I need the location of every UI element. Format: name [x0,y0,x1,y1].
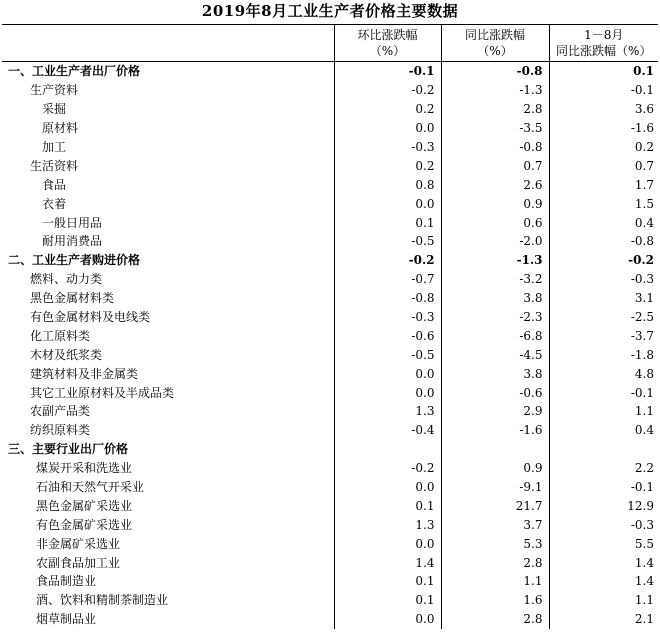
value-yoy: 0.7 [441,156,549,175]
header-mom [334,25,441,62]
row-label: 一般日用品 [42,215,103,230]
row-label: 生活资料 [30,158,79,173]
value-yoy: 2.8 [441,610,549,629]
value-ytd: -0.3 [549,515,658,534]
header-ytd-line1: 1－8月 [584,28,624,42]
row-label: 木材及纸浆类 [30,347,103,362]
value-ytd: 0.2 [549,138,658,157]
table-row [2,345,658,364]
value-ytd: 4.8 [549,364,658,383]
table-row [2,213,658,232]
table-title: 2019年8月工业生产者价格主要数据 [201,2,459,20]
value-mom: 0.1 [334,572,441,591]
value-ytd: 1.4 [549,572,658,591]
table-row [2,496,658,515]
value-yoy: -2.0 [441,232,549,251]
value-mom: -0.4 [334,421,441,440]
row-label: 纺织原料类 [30,423,91,438]
table-header [2,25,658,62]
value-ytd: 1.5 [549,194,658,213]
row-label: 其它工业原材料及半成品类 [30,385,175,400]
table-row [2,459,658,478]
row-label: 农副食品加工业 [36,555,121,570]
value-yoy: 2.8 [441,553,549,572]
value-ytd: -1.8 [549,345,658,364]
value-ytd: -1.6 [549,119,658,138]
value-ytd: 2.1 [549,610,658,629]
value-ytd: -0.1 [549,81,658,100]
header-yoy [441,25,549,62]
value-yoy: 0.9 [441,194,549,213]
row-label: 农副产品类 [30,404,91,419]
table-row [2,308,658,327]
table-row [2,515,658,534]
row-label: 衣着 [42,196,67,211]
value-ytd: 0.1 [549,62,658,81]
value-ytd: 3.1 [549,289,658,308]
value-ytd: 0.4 [549,421,658,440]
row-label: 原材料 [42,121,79,136]
row-label: 黑色金属矿采选业 [36,498,133,513]
value-mom: 0.0 [334,534,441,553]
value-mom: -0.2 [334,81,441,100]
value-yoy: -0.8 [441,138,549,157]
value-yoy: 2.6 [441,175,549,194]
row-label: 烟草制品业 [36,612,97,627]
value-mom: 1.3 [334,515,441,534]
value-mom: 0.1 [334,496,441,515]
value-yoy: -9.1 [441,478,549,497]
table-row [2,289,658,308]
table-row [2,553,658,572]
value-mom: -0.2 [334,459,441,478]
row-label: 化工原料类 [30,328,91,343]
table-row [2,610,658,629]
table-row [2,270,658,289]
value-mom: 0.1 [334,591,441,610]
row-label: 食品 [42,177,67,192]
table-row [2,421,658,440]
value-ytd [549,440,658,459]
value-yoy: 0.6 [441,213,549,232]
row-label: 有色金属矿采选业 [36,517,133,532]
row-label: 加工 [42,140,67,154]
value-ytd: -0.2 [549,251,658,270]
row-label: 石油和天然气开采业 [36,480,145,495]
value-ytd: 12.9 [549,496,658,515]
value-yoy: 1.1 [441,572,549,591]
table-row [2,383,658,402]
value-ytd: -0.1 [549,478,658,497]
table-row [2,534,658,553]
table-body [2,62,658,629]
value-yoy: -3.2 [441,270,549,289]
value-mom: 0.0 [334,194,441,213]
value-ytd: 2.2 [549,459,658,478]
header-mom-line2: （%） [369,44,406,58]
table-row [2,402,658,421]
value-ytd: -2.5 [549,308,658,327]
value-yoy [441,440,549,459]
table-row [2,138,658,157]
row-label: 食品制造业 [36,574,97,589]
value-mom: 1.4 [334,553,441,572]
value-ytd: -0.1 [549,383,658,402]
table-row [2,175,658,194]
header-blank-cell [2,25,334,62]
value-ytd: -0.8 [549,232,658,251]
row-label: 煤炭开采和洗选业 [36,461,133,476]
row-label: 非金属矿采选业 [36,536,121,551]
table-row [2,156,658,175]
value-yoy: -3.5 [441,119,549,138]
header-mom-line1: 环比涨跌幅 [357,28,418,42]
value-mom: -0.6 [334,326,441,345]
row-label: 酒、饮料和精制茶制造业 [36,593,169,608]
value-ytd: 1.1 [549,591,658,610]
value-ytd: 1.4 [549,553,658,572]
header-yoy-line2: （%） [477,44,513,58]
value-mom: 0.2 [334,156,441,175]
row-label: 一、工业生产者出厂价格 [8,64,141,79]
value-yoy: 2.8 [441,100,549,119]
value-ytd: -3.7 [549,326,658,345]
header-ytd-line2: 同比涨跌幅（%） [556,44,652,58]
section-row [2,440,658,459]
row-label: 黑色金属材料类 [30,291,115,306]
value-yoy: -1.3 [441,81,549,100]
value-mom: 0.0 [334,383,441,402]
row-label: 有色金属材料及电线类 [30,310,151,325]
row-label: 耐用消费品 [42,234,103,249]
value-yoy: 3.8 [441,364,549,383]
value-yoy: 3.8 [441,289,549,308]
value-yoy: -0.6 [441,383,549,402]
row-label: 生产资料 [30,83,79,98]
value-mom: -0.7 [334,270,441,289]
value-yoy: -1.3 [441,251,549,270]
value-ytd: 5.5 [549,534,658,553]
value-mom [334,440,441,459]
row-label: 采掘 [42,102,67,117]
value-mom: 0.0 [334,610,441,629]
price-data-table [2,24,658,629]
table-row [2,81,658,100]
value-ytd: 0.4 [549,213,658,232]
value-yoy: -1.6 [441,421,549,440]
value-mom: 0.0 [334,478,441,497]
value-yoy: 0.9 [441,459,549,478]
value-yoy: 3.7 [441,515,549,534]
value-mom: -0.5 [334,232,441,251]
value-yoy: -0.8 [441,62,549,81]
value-yoy: -4.5 [441,345,549,364]
value-mom: 0.1 [334,213,441,232]
value-mom: -0.8 [334,289,441,308]
row-label: 二、工业生产者购进价格 [8,253,141,268]
value-yoy: 21.7 [441,496,549,515]
table-row [2,572,658,591]
value-ytd: 1.1 [549,402,658,421]
row-label: 建筑材料及非金属类 [30,366,139,381]
table-row [2,194,658,213]
table-row [2,326,658,345]
value-yoy: 2.9 [441,402,549,421]
value-yoy: -6.8 [441,326,549,345]
table-row [2,478,658,497]
value-ytd: 1.7 [549,175,658,194]
value-yoy: -2.3 [441,308,549,327]
table-row [2,364,658,383]
table-row [2,100,658,119]
table-row [2,119,658,138]
value-mom: -0.2 [334,251,441,270]
section-row [2,62,658,81]
value-ytd: 3.6 [549,100,658,119]
value-mom: -0.1 [334,62,441,81]
header-ytd [549,25,658,62]
value-ytd: 0.7 [549,156,658,175]
value-mom: -0.5 [334,345,441,364]
table-row [2,232,658,251]
value-ytd: -0.3 [549,270,658,289]
value-yoy: 5.3 [441,534,549,553]
value-mom: -0.3 [334,138,441,157]
row-label: 三、主要行业出厂价格 [8,442,129,457]
value-mom: 0.2 [334,100,441,119]
value-mom: 0.0 [334,364,441,383]
section-row [2,251,658,270]
value-mom: 1.3 [334,402,441,421]
value-yoy: 1.6 [441,591,549,610]
value-mom: 0.0 [334,119,441,138]
header-yoy-line1: 同比涨跌幅 [464,28,525,42]
table-row [2,591,658,610]
row-label: 燃料、动力类 [30,272,103,287]
value-mom: 0.8 [334,175,441,194]
value-mom: -0.3 [334,308,441,327]
